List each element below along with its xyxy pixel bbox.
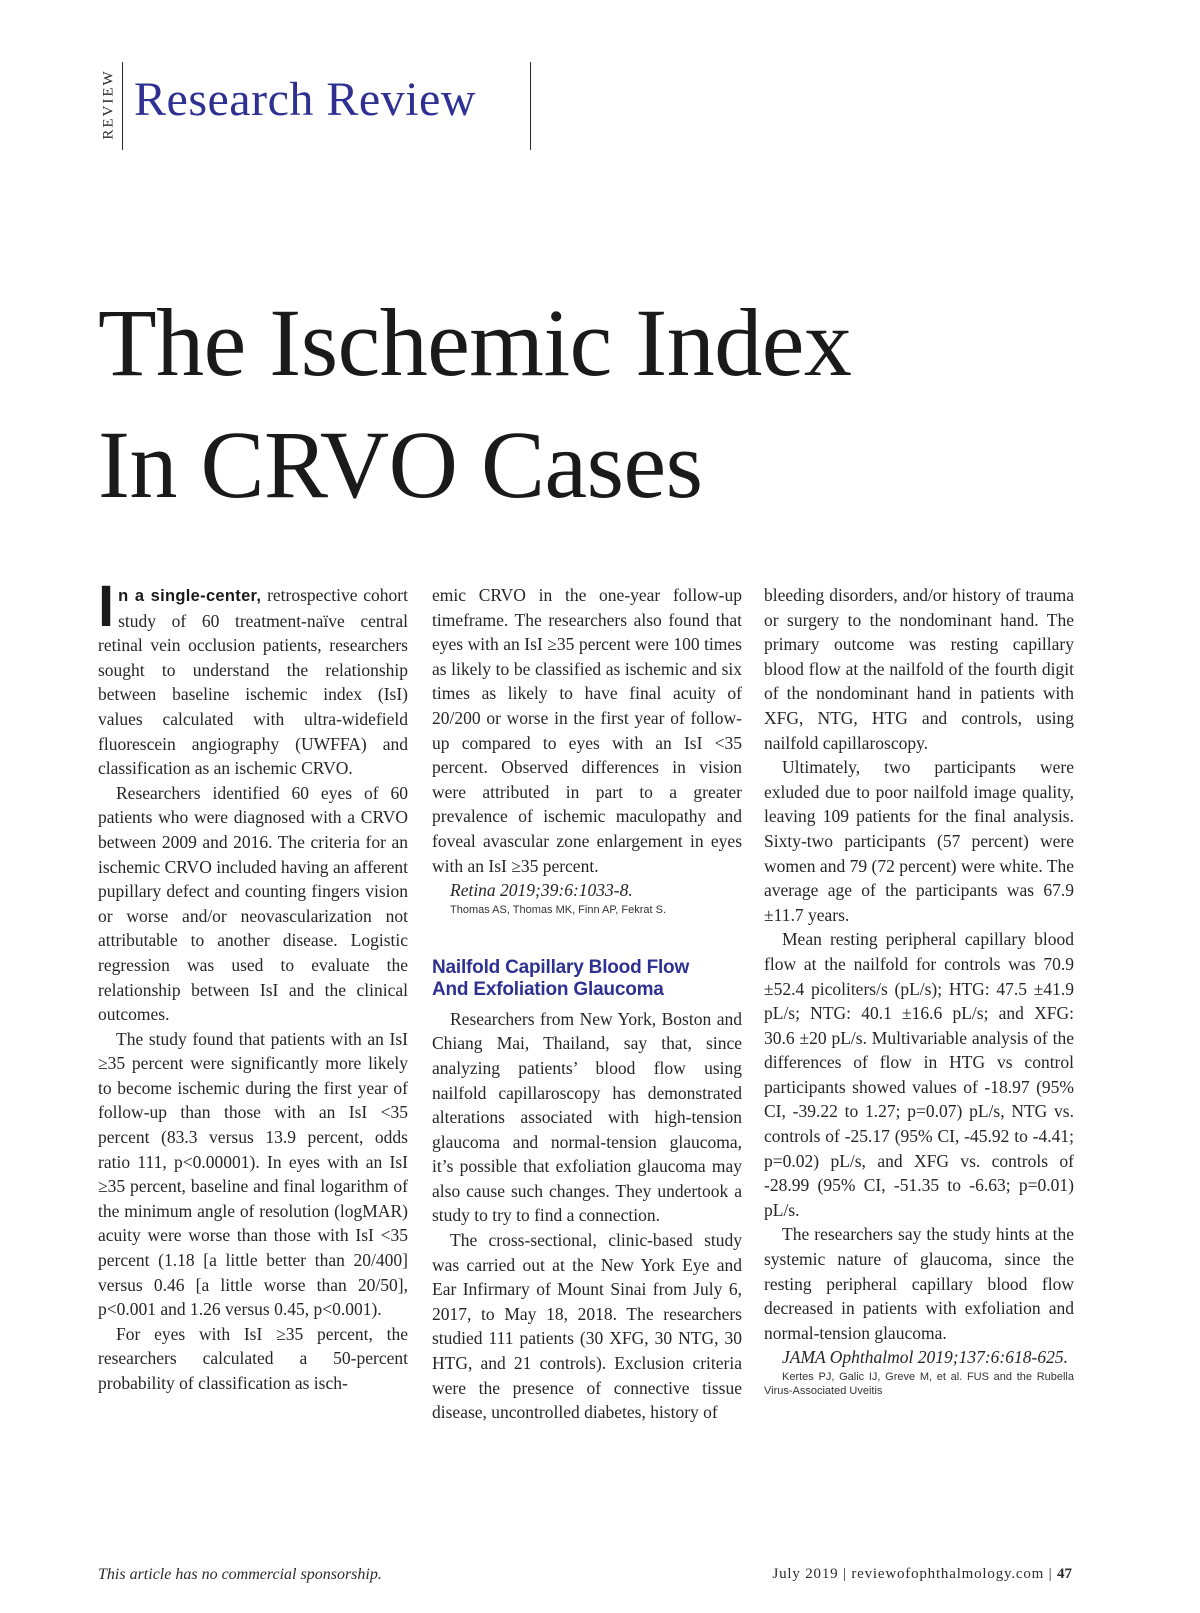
header-divider-right	[530, 62, 531, 150]
article-headline	[98, 282, 1098, 526]
column-2	[432, 583, 742, 1425]
article2-paragraph-5: The researchers say the study hints at the systemic nature of glaucoma, since the resting peripheral capillary blood flow decreased in patients with exfoliation and normal-tension glaucoma.	[764, 1224, 1074, 1343]
section-tag-label: REVIEW	[100, 68, 117, 140]
page-number: 47	[1057, 1566, 1072, 1582]
article2-paragraph-4: Mean resting peripheral capillary blood flow at the nailfold for controls was 70.9 ±52.4 picoliters/s (pL/s); HTG: 47.5 ±41.9 pL/s; NTG: 40.1 ±16.6 pL/s; and XFG: 30.6 ±20 pL/s. Multivariable analysis of the differences of flow in HTG vs control participants showed values of -18.97 (95% CI, -39.22 to 1.27; p=0.07) pL/s, NTG vs. controls of -25.17 (95% CI, -45.92 to -4.41; p=0.02) pL/s, and XFG vs. controls of -28.99 (95% CI, -51.35 to -6.63; p=0.01) pL/s.	[764, 929, 1074, 1220]
header-divider-left	[122, 62, 123, 150]
drop-cap: I	[98, 574, 115, 639]
article2-paragraph-2-start: The cross-sectional, clinic-based study was carried out at the New York Eye and Ear Infirmary of Mount Sinai from July 6, 2017, to May 18, 2018. The researchers studied 111 patients (30 XFG, 30 NTG, 30 HTG, and 21 controls). Exclusion criteria were the presence of connective tissue disease, uncontrolled diabetes, history of	[432, 1230, 742, 1423]
article1-paragraph-4-start: For eyes with IsI ≥35 percent, the researchers calculated a 50-percent probability of classification as isch-	[98, 1323, 408, 1393]
article2-subhead-line-2: And Exfoliation Glaucoma	[432, 978, 664, 1000]
article2-paragraph-2-continued: bleeding disorders, and/or history of trauma or surgery to the nondominant hand. The primary outcome was resting capillary blood flow at the nailfold of the fourth digit of the nondominant hand in patients with XFG, NTG, HTG and controls, using nailfold capillaroscopy.	[764, 585, 1074, 753]
headline-line-2: In CRVO Cases	[98, 411, 703, 518]
article2-citation-journal: JAMA Ophthalmol 2019;137:6:618-625.	[782, 1347, 1068, 1368]
column-1	[98, 574, 408, 1396]
article1-paragraph-3: The study found that patients with an IsI ≥35 percent were significantly more likely to become ischemic during the first year of follow-up than those with an IsI <35 percent (83.3 versus 13.9 percent, odds ratio 111, p<0.00001). In eyes with an IsI ≥35 percent, baseline and final logarithm of the minimum angle of resolution (logMAR) acuity were worse than those with IsI <35 percent (1.18 [a little better than 20/400] versus 0.46 [a little worse than 20/50], p<0.001 and 1.26 versus 0.45, p<0.001).	[98, 1028, 408, 1320]
article2-subhead-line-1: Nailfold Capillary Blood Flow	[432, 956, 690, 978]
article1-citation-authors: Thomas AS, Thomas MK, Finn AP, Fekrat S.	[450, 903, 667, 916]
article2-paragraph-3: Ultimately, two participants were exluded due to poor nailfold image quality, leaving 109 patients for the final analysis. Sixty-two participants (57 percent) were women and 79 (72 percent) were white. The average age of the participants was 67.9 ±11.7 years.	[764, 757, 1074, 925]
lead-in: n a single-center,	[118, 587, 262, 605]
page-footer	[773, 1566, 1073, 1583]
article1-paragraph-1	[98, 574, 408, 781]
column-3	[764, 583, 1074, 1398]
article1-citation-journal: Retina 2019;39:6:1033-8.	[450, 880, 633, 901]
section-tag	[98, 58, 120, 150]
headline-line-1: The Ischemic Index	[98, 289, 852, 396]
article1-paragraph-2: Researchers identified 60 eyes of 60 patients who were diagnosed with a CRVO between 2009 and 2016. The criteria for an ischemic CRVO included having an afferent pupillary defect and counting fingers vision or worse and/or neovascularization not attributable to another disease. Logistic regression was used to evaluate the relationship between IsI and the clinical outcomes.	[98, 782, 408, 1025]
section-header	[98, 58, 538, 150]
issue-info: July 2019 | reviewofophthalmology.com |	[772, 1566, 1057, 1582]
section-title: Research Review	[134, 73, 477, 126]
article2-citation-authors: Kertes PJ, Galic IJ, Greve M, et al. FUS and the Rubella Virus-Associated Uveitis	[764, 1371, 1074, 1397]
article1-paragraph-4-continued: emic CRVO in the one-year follow-up timeframe. The researchers also found that eyes with an IsI ≥35 percent were 100 times as likely to be classified as ischemic and six times as likely to have final acuity of 20/200 or worse in the first year of follow-up compared to eyes with an IsI <35 percent. Observed differences in vision were attributed in part to a greater prevalence of ischemic maculopathy and foveal avascular zone enlargement in eyes with an IsI ≥35 percent.	[432, 585, 742, 876]
article2-subhead	[432, 957, 742, 1001]
article1-paragraph-1-text: retrospective cohort study of 60 treatment-naïve central retinal vein occlusion patients, researchers sought to understand the relationship between baseline ischemic index (IsI) values calculated with ultra-widefield fluorescein angiography (UWFFA) and classification as an ischemic CRVO.	[98, 585, 408, 779]
article2-paragraph-1: Researchers from New York, Boston and Chiang Mai, Thailand, say that, since analyzing patients’ blood flow using nailfold capillaroscopy has demonstrated alterations associated with high-tension glaucoma and normal-tension glaucoma, it’s possible that exfoliation glaucoma may also cause such changes. They undertook a study to try to find a connection.	[432, 1008, 742, 1226]
sponsorship-note: This article has no commercial sponsorship.	[98, 1566, 382, 1583]
